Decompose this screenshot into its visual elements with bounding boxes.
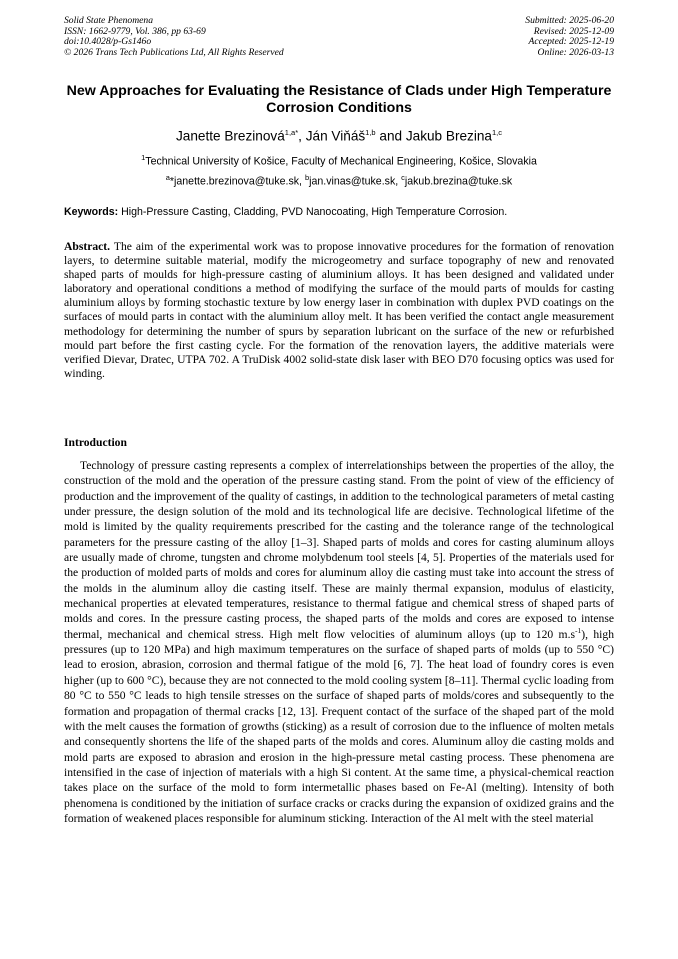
- author-name: Jakub Brezina: [405, 128, 492, 144]
- author-affil-mark: 1,a*: [284, 128, 299, 137]
- abstract-label: Abstract.: [64, 240, 111, 253]
- revised-date: Revised: 2025-12-09: [533, 25, 614, 37]
- paragraph-text: Technology of pressure casting represents a complex of interrelationships between the properties of the alloy, the construction of the mold and the operation of the pressure casting stand. From the point of view of the efficiency of production and the improvement of the quality of castings, in addition to the technological parameters of metal casting under pressure, the design solution of the mold and its technological life are decisive. Technological lifetime of the mold is limited by the quality requirements prescribed for the casting and the tolerance range of the technological parameters for the pressure casting of the alloy [1–3]. Shaped parts of molds and cores for casting aluminum alloys are usually made of chrome, tungsten and chrome molybdenum tool steels [4, 5]. Properties of the materials used for the production of molded parts of molds and cores for aluminum alloy die casting must take into account the stress of the molds in the aluminum alloy die casting itself. These are mainly thermal expansion, modulus of elasticity, mechanical properties at elevated temperatures, resistance to thermal fatigue and chemical stress of shaped parts of molds and cores. In the pressure casting process, the shaped parts of the molds and cores are exposed to intense thermal, mechanical and chemical stress. High melt flow velocities of aluminum alloys (up to 120 m.s: [64, 459, 614, 641]
- publication-dates: [525, 16, 614, 58]
- paragraph-text: ), high pressures (up to 120 MPa) and high maximum temperatures on the surface of shaped parts of molds (up to 550 °C) lead to erosion, abrasion, corrosion and thermal fatigue of the mold [6, 7]. The heat load of foundry cores is even higher (up to 600 °C), because they are not connected to the mold cooling system [8–11]. Thermal cyclic loading from 80 °C to 550 °C leads to high tensile stresses on the surface of shaped parts of molds/cores and subsequently to the formation and propagation of thermal cracks [12, 13]. Frequent contact of the surface of the shaped part of the mold with the melt causes the formation of growths (sticking) as a result of corrosion due to the influence of molten metals and consequently shortens the life of the shaped parts of the molds and cores. Aluminum alloy die casting molds and mold parts are exposed to abrasion and erosion in the high-pressure metal casting process. These phenomena are intensified in the case of injection of materials with a high Si content. At the same time, a physical-chemical reaction takes place on the surface of the mold to form intermetallic phases based on Fe-Al (melting). Intensity of both phenomena is conditioned by the initiation of surface cracks or cracks during the expansion of oxidized grains and the formation of weakened places responsible for aluminum sticking. Interaction of the Al melt with the steel material: [64, 627, 614, 825]
- email-list: $^a$*janette.brezinova@tuke.sk, $^b$jan.vinas@tuke.sk, $^c$jakub.brezina@tuke.sk: [165, 173, 513, 188]
- author-affil-mark: 1,b: [365, 128, 376, 137]
- email-link[interactable]: jakub.brezina@tuke.sk: [404, 175, 513, 188]
- paper-title: New Approaches for Evaluating the Resistance of Clads under High Temperature Corrosion Conditions: [66, 83, 612, 116]
- keywords: [64, 206, 614, 219]
- affiliation-text: Technical University of Košice, Faculty of Mechanical Engineering, Košice, Slovakia: [145, 155, 537, 168]
- author-name: Ján Viňáš: [305, 128, 366, 144]
- accepted-date: Accepted: 2025-12-19: [528, 36, 614, 48]
- affiliation-mark: 1: [141, 153, 146, 162]
- unit-superscript: -1: [575, 625, 582, 635]
- email-mark: b: [304, 173, 310, 182]
- issn-volume: ISSN: 1662-9779, Vol. 386, pp 63-69: [64, 25, 206, 37]
- journal-info: [64, 16, 284, 58]
- affiliation: [64, 151, 614, 169]
- author-affil-mark: 1,c: [492, 128, 503, 137]
- abstract: [64, 240, 614, 381]
- abstract-text: The aim of the experimental work was to propose innovative procedures for the formation of renovation layers, to determine suitable material, modify the microgeometry and surface topography of new and renovated shaped parts of moulds for high-pressure casting of aluminium alloys. It has been designed and validated under laboratory and operational conditions a method of modifying the surface of the mould parts of moulds for casting aluminium alloys by forming stochastic texture by low energy laser in combination with duplex PVD coatings on the surfaces of mould parts in contact with the aluminium alloy melt. It has been verified the contact angle measurement methodology for determining the number of spurs by separation lubricant on the surface of the new or refurbished mould part before the first casting cycle. For the formation of the renovation layers, the additive materials were verified Dievar, Dratec, UTPA 702. A TruDisk 4002 solid-state disk laser with BEO D70 focusing optics was used for winding.: [64, 240, 614, 380]
- author-list: [64, 124, 614, 145]
- introduction-paragraph: [64, 458, 614, 826]
- copyright: © 2026 Trans Tech Publications Ltd, All Rights Reserved: [64, 46, 284, 58]
- email-mark: c: [401, 173, 405, 182]
- author-separator: ,: [298, 128, 306, 144]
- journal-name: Solid State Phenomena: [64, 15, 153, 26]
- online-date: Online: 2026-03-13: [537, 46, 614, 58]
- author-name: Janette Brezinová: [175, 128, 285, 144]
- section-heading-introduction: Introduction: [64, 436, 127, 449]
- author-and: and: [375, 128, 406, 144]
- doi: doi:10.4028/p-Gs146o: [64, 36, 152, 48]
- submitted-date: Submitted: 2025-06-20: [525, 15, 614, 26]
- keywords-text: High-Pressure Casting, Cladding, PVD Nanocoating, High Temperature Corrosion.: [118, 206, 508, 218]
- email-mark: a: [165, 173, 170, 182]
- email-link[interactable]: jan.vinas@tuke.sk: [309, 175, 396, 188]
- email-link[interactable]: *janette.brezinova@tuke.sk: [169, 175, 300, 188]
- keywords-label: Keywords:: [64, 206, 119, 218]
